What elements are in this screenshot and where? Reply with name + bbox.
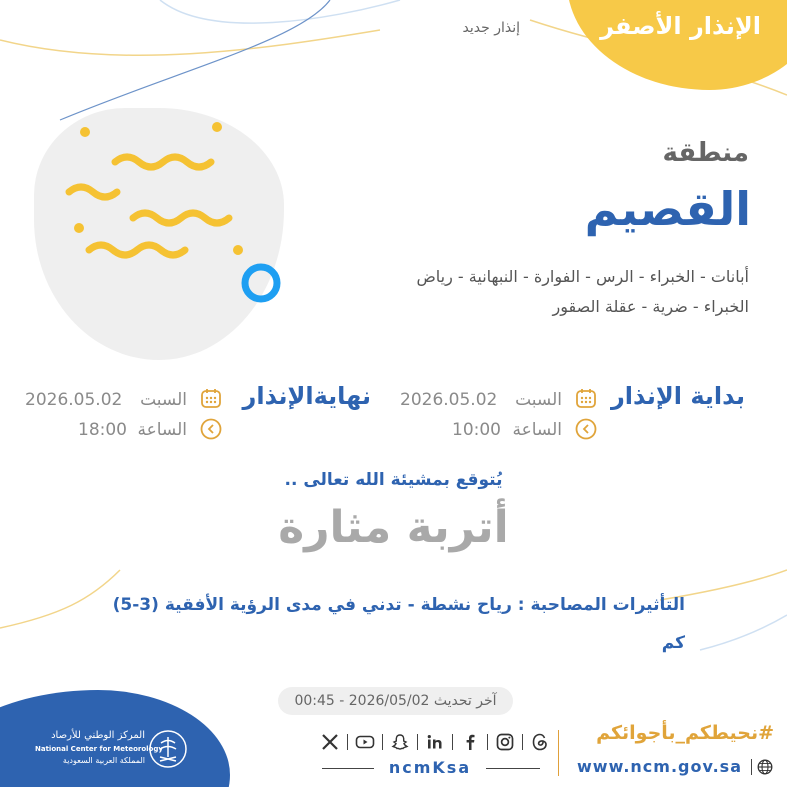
divider [487,734,488,750]
start-title: بداية الإنذار [610,382,745,410]
instagram-icon[interactable] [495,732,515,752]
campaign-hashtag: #نحيطكم_بأجوائكم [596,722,774,744]
affected-places-line: الخبراء - ضرية - عقلة الصقور [552,297,749,316]
alert-level-title: الإنذار الأصفر [600,12,761,40]
affected-places-line: أبانات - الخبراء - الرس - الفوارة - النبهانية - رياض [416,267,749,286]
website-link[interactable]: www.ncm.gov.sa [577,757,742,776]
divider [452,734,453,750]
end-day: السبت [140,390,187,410]
social-handle[interactable]: ncmKsa [388,758,472,777]
org-name-ar: المركز الوطني للأرصاد [51,730,145,741]
globe-icon [757,759,773,775]
handle-line-left [322,768,374,769]
weather-phenomenon: أتربة مثارة [278,502,509,553]
start-date: 2026.05.02 [400,390,498,410]
impacts-line: كم [661,633,685,653]
org-name-en: National Center for Meteorology [35,745,163,753]
start-time-label: الساعة [512,420,562,440]
region-label: منطقة [662,138,749,168]
handle-line-right [486,768,540,769]
x-icon[interactable] [320,732,340,752]
dust-weather-icon [55,110,295,310]
threads-icon[interactable] [530,732,550,752]
divider [347,734,348,750]
accompanying-impacts [105,586,685,662]
footer-divider [558,730,559,776]
clock-icon [575,418,597,440]
divider [382,734,383,750]
end-time-label: الساعة [137,420,187,440]
facebook-icon[interactable] [460,732,480,752]
alert-type-label: إنذار جديد [462,20,520,36]
divider [417,734,418,750]
affected-places [369,262,749,322]
calendar-icon [200,387,222,409]
region-name: القصيم [584,182,751,236]
calendar-icon [575,387,597,409]
divider [522,734,523,750]
clock-icon [200,418,222,440]
start-time: 10:00 [452,420,501,440]
end-time: 18:00 [78,420,127,440]
youtube-icon[interactable] [355,732,375,752]
social-links [320,730,550,754]
snapchat-icon[interactable] [390,732,410,752]
last-update-badge: آخر تحديث 2026/05/02 - 00:45 [278,687,513,715]
divider [751,759,752,775]
start-day: السبت [515,390,562,410]
org-country: المملكة العربية السعودية [62,756,145,765]
forecast-intro: يُتوقع بمشيئة الله تعالى .. [284,470,503,490]
impacts-line: التأثيرات المصاحبة : رياح نشطة - تدني في مدى الرؤية الأفقية (3-5) [112,595,685,615]
linkedin-icon[interactable] [425,732,445,752]
end-title: نهايةالإنذار [242,382,371,410]
end-date: 2026.05.02 [25,390,123,410]
